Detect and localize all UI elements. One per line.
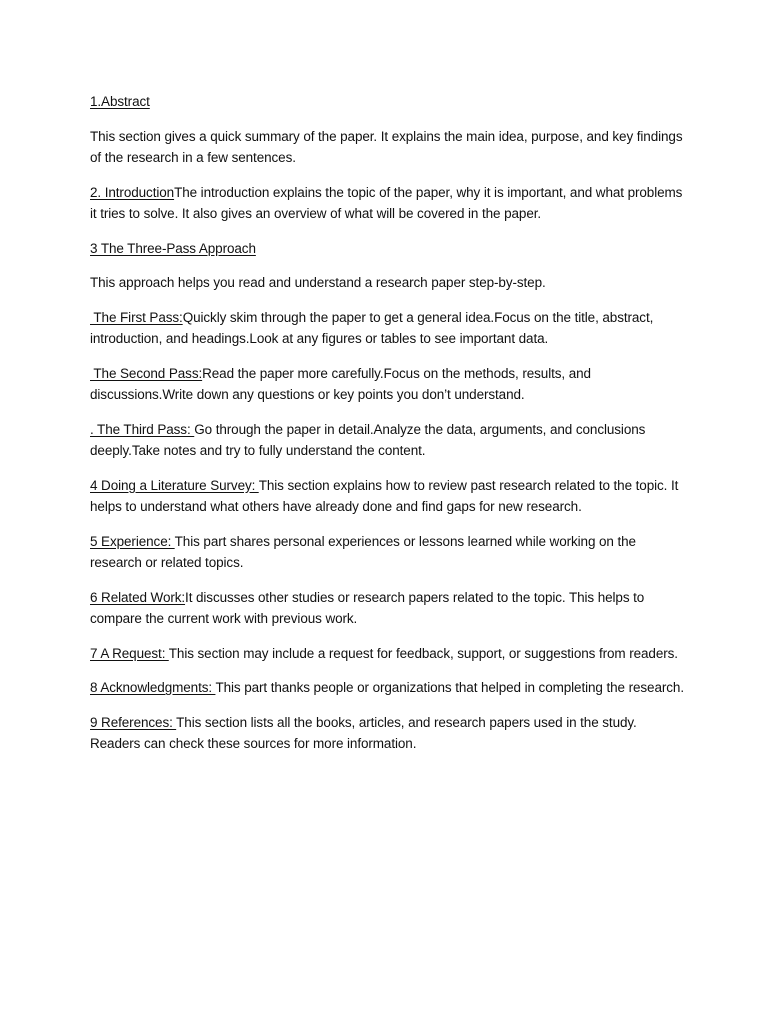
- abstract-body: This section gives a quick summary of the paper. It explains the main idea, purpose, and key findings of the research in a few sentences.: [90, 128, 683, 165]
- request-body: This section may include a request for feedback, support, or suggestions from readers.: [168, 645, 678, 661]
- second-pass-body: Read the paper more carefully.Focus on the methods, results, and discussions.Write down any questions or key points you don’t understand.: [90, 365, 591, 402]
- section-heading-abstract: [90, 91, 690, 113]
- references-heading: 9 References:: [90, 714, 177, 730]
- third-pass-body: Go through the paper in detail.Analyze the data, arguments, and conclusions deeply.Take notes and try to fully understand the content.: [90, 421, 646, 458]
- acknowledgments-body: This part thanks people or organizations that helped in completing the research.: [215, 680, 684, 695]
- literature-survey-heading: 4 Doing a Literature Survey:: [90, 477, 259, 493]
- third-pass-heading: . The Third Pass:: [90, 421, 195, 437]
- first-pass-heading: The First Pass:: [90, 309, 183, 325]
- experience-heading: 5 Experience:: [90, 533, 175, 549]
- introduction-body: The introduction explains the topic of the paper, why it is important, and what problems it tries to solve. It also gives an overview of what will be covered in the paper.: [90, 184, 683, 221]
- request-heading: 7 A Request:: [90, 645, 169, 661]
- three-pass-heading: 3 The Three-Pass Approach: [90, 240, 256, 256]
- second-pass-heading: The Second Pass:: [90, 365, 203, 381]
- references-body: This section lists all the books, articles, and research papers used in the study. Readers can check these sources for more information.: [90, 714, 637, 751]
- abstract-paragraph: [90, 126, 690, 169]
- first-pass-body: Quickly skim through the paper to get a general idea.Focus on the title, abstract, introduction, and headings.Look at any figures or tables to see important data.: [90, 309, 654, 346]
- request-paragraph: [90, 643, 690, 665]
- three-pass-paragraph: [90, 272, 690, 294]
- introduction-paragraph: [90, 182, 690, 225]
- related-work-paragraph: [90, 587, 690, 630]
- literature-survey-paragraph: [90, 475, 690, 518]
- three-pass-body: This approach helps you read and understand a research paper step-by-step.: [90, 275, 546, 290]
- literature-survey-body: This section explains how to review past research related to the topic. It helps to understand what others have already done and find gaps for new research.: [90, 477, 679, 514]
- section-heading-three-pass: [90, 238, 690, 260]
- related-work-heading: 6 Related Work:: [90, 589, 186, 605]
- references-paragraph: [90, 712, 690, 755]
- first-pass-paragraph: [90, 307, 690, 350]
- experience-body: This part shares personal experiences or lessons learned while working on the research or related topics.: [90, 533, 636, 570]
- acknowledgments-heading: 8 Acknowledgments:: [90, 680, 216, 695]
- acknowledgments-paragraph: [90, 677, 690, 699]
- document-body: [90, 91, 690, 768]
- second-pass-paragraph: [90, 363, 690, 406]
- abstract-heading: 1.Abstract: [90, 94, 150, 109]
- third-pass-paragraph: [90, 419, 690, 462]
- introduction-heading: 2. Introduction: [90, 184, 175, 200]
- experience-paragraph: [90, 531, 690, 574]
- related-work-body: It discusses other studies or research papers related to the topic. This helps to compare the current work with previous work.: [90, 589, 645, 626]
